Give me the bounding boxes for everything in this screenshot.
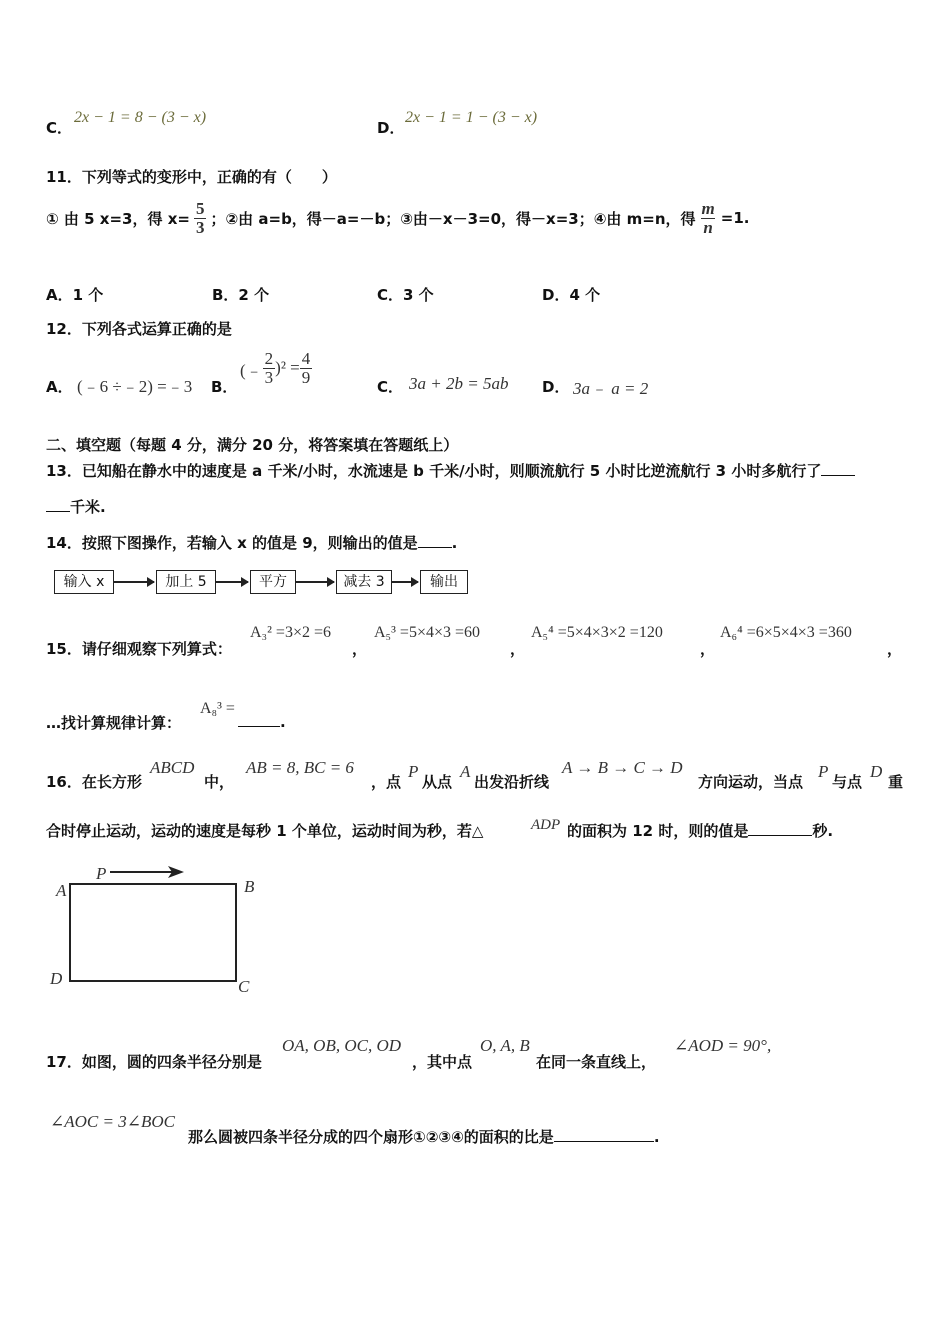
q10-option-d-label: D． bbox=[377, 119, 405, 137]
q17-points: O, A, B bbox=[480, 1036, 530, 1055]
q15-sep-4: ， bbox=[887, 640, 903, 658]
q12-stem: 12．下列各式运算正确的是 bbox=[46, 320, 232, 338]
q17-text-2: ，其中点 bbox=[412, 1053, 473, 1071]
flow-arrow-4 bbox=[392, 581, 418, 583]
q16-text-1: 16．在长方形 bbox=[46, 773, 142, 791]
q12-option-d-expr: 3a﹣ a = 2 bbox=[573, 379, 649, 398]
q16-point-d: D bbox=[870, 762, 883, 781]
q11-statement-end: =1. bbox=[720, 209, 750, 228]
q17-angle-aod: ∠AOD = 90°, bbox=[674, 1036, 772, 1055]
q16-text-4: 从点 bbox=[422, 773, 453, 791]
q16-rect-name: ABCD bbox=[150, 758, 195, 777]
q15-answer: . bbox=[238, 712, 286, 731]
q15-stem: 15．请仔细观察下列算式： bbox=[46, 640, 232, 658]
flow-square-box: 平方 bbox=[250, 570, 296, 594]
q16-text-8: 重 bbox=[888, 773, 904, 791]
q13-line-2: 千米. bbox=[46, 496, 106, 517]
q12-option-a-label: A． bbox=[46, 378, 73, 396]
fig-label-p: P bbox=[96, 864, 107, 883]
q14-stem: 14．按照下图操作，若输入 x 的值是 9，则输出的值是 . bbox=[46, 534, 458, 552]
q15-answer-blank[interactable] bbox=[238, 712, 280, 727]
flow-arrow-2 bbox=[216, 581, 248, 583]
fig-label-d: D bbox=[50, 969, 63, 988]
q16-point-a: A bbox=[460, 762, 471, 781]
q12-option-c-expr: 3a + 2b = 5ab bbox=[409, 374, 509, 393]
q11-statement-1: ① 由 5 x=3，得 x= bbox=[46, 209, 190, 228]
q13-answer-blank-cont[interactable] bbox=[46, 497, 70, 512]
q16-answer-blank[interactable] bbox=[748, 821, 812, 836]
q17-angle-aoc: ∠AOC = 3∠BOC bbox=[50, 1112, 175, 1131]
q11-option-d: D．4 个 bbox=[542, 286, 601, 304]
q15-expr-2: A₅³ =5×4×3 =60 bbox=[374, 624, 481, 641]
q15-line-2: …找计算规律计算： bbox=[46, 714, 182, 732]
q15-sep-3: ， bbox=[700, 640, 716, 658]
q11-stem: 11．下列等式的变形中，正确的有（ ） bbox=[46, 168, 337, 186]
q17-text-1: 17．如图，圆的四条半径分别是 bbox=[46, 1053, 262, 1071]
flow-input-box: 输入 x bbox=[54, 570, 114, 594]
q17-answer-blank[interactable] bbox=[554, 1127, 654, 1142]
q11-option-c: C．3 个 bbox=[377, 286, 434, 304]
q14-answer-blank[interactable] bbox=[418, 533, 452, 548]
q15-expr-3: A₅⁴ =5×4×3×2 =120 bbox=[531, 624, 663, 641]
q12-option-b-label: B． bbox=[211, 378, 238, 396]
fig-label-c: C bbox=[238, 977, 250, 996]
q16-lengths: AB = 8, BC = 6 bbox=[246, 758, 354, 777]
q16-point-p-2: P bbox=[818, 762, 829, 781]
q13-answer-blank[interactable] bbox=[821, 461, 855, 476]
q15-expr-4: A₆⁴ =6×5×4×3 =360 bbox=[720, 624, 852, 641]
q16-line-2: 合时停止运动，运动的速度是每秒 1 个单位，运动时间为秒，若△ bbox=[46, 822, 484, 840]
q15-expr-1: A₃² =3×2 =6 bbox=[250, 624, 331, 641]
q12-option-b-expr: (﹣ $\frac{2}{3}$ )² = $\frac{4}{9}$ bbox=[240, 349, 311, 387]
q10-option-c-label: C． bbox=[46, 119, 73, 137]
rectangle-figure bbox=[44, 858, 274, 998]
q11-option-a: A．1 个 bbox=[46, 286, 104, 304]
q16-text-3: ，点 bbox=[371, 773, 402, 791]
q15-question-expr: A₈³ = bbox=[200, 700, 235, 717]
q10-option-c-expr: 2x − 1 = 8 − (3 − x) bbox=[74, 109, 207, 126]
fig-label-a: A bbox=[56, 881, 67, 900]
q11-statement-2-4: ；②由 a=b，得－a=－b；③由－x－3=0，得－x=3；④由 m=n，得 bbox=[210, 209, 696, 228]
flow-add5-box: 加上 5 bbox=[156, 570, 216, 594]
q15-sep-2: ， bbox=[510, 640, 526, 658]
q11-option-b: B．2 个 bbox=[212, 286, 270, 304]
q16-point-p: P bbox=[408, 762, 419, 781]
flow-output-box: 输出 bbox=[420, 570, 468, 594]
rectangle-abcd bbox=[70, 884, 236, 981]
section-2-title: 二、填空题（每题 4 分，满分 20 分，将答案填在答题纸上） bbox=[46, 436, 459, 454]
q11-fraction-5-3: $\frac{5}{3}$ bbox=[195, 199, 205, 237]
q16-text-2: 中， bbox=[204, 773, 235, 791]
q16-text-7: 与点 bbox=[832, 773, 863, 791]
q12-option-d-label: D． bbox=[542, 378, 570, 396]
q10-option-d-expr: 2x − 1 = 1 − (3 − x) bbox=[405, 109, 538, 126]
q16-line-2-end: 的面积为 12 时，则的值是 秒. bbox=[567, 822, 834, 840]
q17-radii: OA, OB, OC, OD bbox=[282, 1036, 401, 1055]
flow-arrow-1 bbox=[114, 581, 154, 583]
q12-option-c-label: C． bbox=[377, 378, 404, 396]
q17-text-3: 在同一条直线上， bbox=[536, 1053, 657, 1071]
q16-text-5: 出发沿折线 bbox=[474, 773, 550, 791]
q11-statements bbox=[46, 200, 749, 237]
q16-text-6: 方向运动，当点 bbox=[698, 773, 804, 791]
q15-sep-1: ， bbox=[352, 640, 368, 658]
q16-path: A → B → C → D bbox=[562, 758, 683, 777]
flow-minus3-box: 减去 3 bbox=[336, 570, 392, 594]
flow-arrow-3 bbox=[296, 581, 334, 583]
q16-triangle-adp: ADP bbox=[531, 817, 561, 833]
q17-line-2: 那么圆被四条半径分成的四个扇形①②③④的面积的比是 . bbox=[188, 1128, 660, 1146]
fig-label-b: B bbox=[244, 877, 255, 896]
q11-fraction-m-n: $\frac{m}{n}$ bbox=[701, 199, 715, 237]
q13-line-1: 13．已知船在静水中的速度是 a 千米/小时，水流速是 b 千米/小时，则顺流航行 5 小时比逆流航行 3 小时多航行了 bbox=[46, 460, 855, 481]
q12-option-a-expr: (﹣6 ÷﹣2) =﹣3 bbox=[77, 377, 193, 396]
